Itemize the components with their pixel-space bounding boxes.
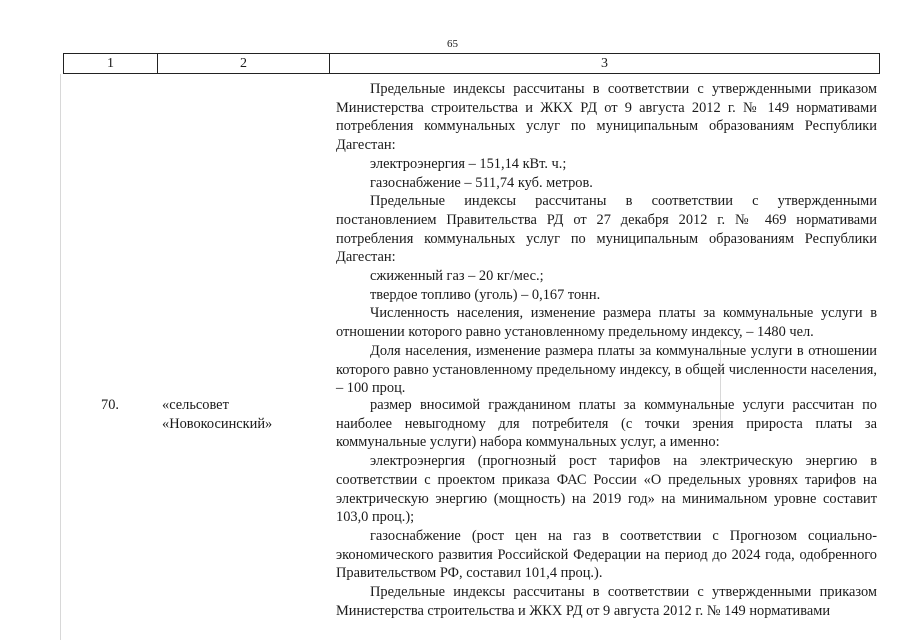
section-top-text (336, 80, 877, 398)
paragraph: электроэнергия – 151,14 кВт. ч.; (370, 155, 567, 172)
row70-text (336, 396, 877, 620)
table-header-col2: 2 (158, 54, 330, 73)
paragraph: Доля населения, изменение размера платы за коммунальные услуги в отношении которого равно установленному предельному индексу, в общей численности населения, – 100 проц. (336, 342, 877, 397)
paragraph: газоснабжение (рост цен на газ в соответствии с Прогнозом социально-экономического развития Российской Федерации на период до 2024 года, одобренного Правительством РФ, составил 101,4 проц.). (336, 527, 877, 582)
row-municipality-name (162, 396, 312, 433)
paragraph: твердое топливо (уголь) – 0,167 тонн. (370, 286, 601, 303)
paragraph: Предельные индексы рассчитаны в соответствии с утвержденными приказом Министерства строительства и ЖКХ РД от 9 августа 2012 г. № 149 нормативами (336, 584, 877, 619)
paragraph: газоснабжение – 511,74 куб. метров. (370, 174, 593, 191)
page-number: 65 (447, 38, 458, 50)
table-header-col3: 3 (601, 56, 608, 71)
row-name-line: «Новокосинский» (162, 415, 273, 432)
paragraph: сжиженный газ – 20 кг/мес.; (370, 268, 544, 285)
table-header-col1: 1 (64, 54, 158, 73)
paragraph: Численность населения, изменение размера платы за коммунальные услуги в отношении которого равно установленному предельному индексу, – 1480 чел. (336, 305, 877, 341)
row-number: 70. (101, 397, 119, 413)
paragraph: размер вносимой гражданином платы за коммунальные услуги рассчитан по наиболее невыгодному для потребителя (с точки зрения прироста платы за коммунальные услуги) набора коммунальных услуг, а именно: (336, 397, 877, 451)
paragraph: электроэнергия (прогнозный рост тарифов на электрическую энергию в соответствии с проектом приказа ФАС России «О предельных уровнях тарифов на электрическую энергию (мощность) на 2019 год» на минимальном уровне составит 103,0 проц.); (336, 453, 877, 526)
scan-edge-line (60, 74, 61, 640)
paragraph: Предельные индексы рассчитаны в соответствии с утвержденными постановлением Правительства РД от 27 декабря 2012 г. № 469 нормативами потребления коммунальных услуг по муниципальным образованиям Республики Дагестан: (336, 193, 877, 266)
paragraph: Предельные индексы рассчитаны в соответствии с утвержденными приказом Министерства строительства и ЖКХ РД от 9 августа 2012 г. № 149 нормативами потребления коммунальных услуг по муниципальным образованиям Республики Дагестан: (336, 81, 877, 154)
table-header-row (63, 53, 880, 74)
row-name-line: «сельсовет (162, 397, 229, 413)
